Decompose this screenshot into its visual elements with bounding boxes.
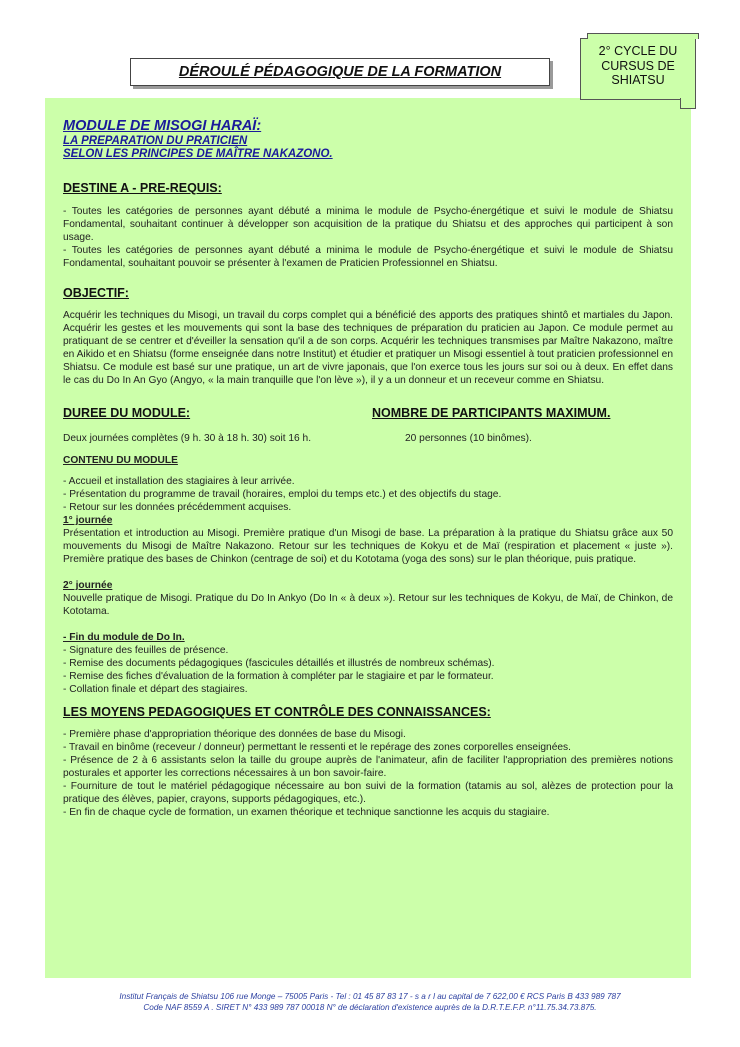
end-item: - Remise des fiches d'évaluation de la formation à compléter par le stagiaire et par le formateur. bbox=[63, 671, 494, 682]
moyens-item: - Première phase d'appropriation théorique des données de base du Misogi. bbox=[63, 729, 406, 740]
moyens-item: - En fin de chaque cycle de formation, un examen théorique et technique sanctionne les acquis du stagiaire. bbox=[63, 807, 550, 818]
cycle-line-2: CURSUS DE bbox=[601, 58, 675, 73]
end-heading: - Fin du module de Do In. bbox=[63, 632, 185, 643]
duree-participants-row bbox=[63, 406, 673, 420]
cycle-line-1: 2° CYCLE DU bbox=[598, 44, 678, 58]
module-title: MODULE DE MISOGI HARAÏ: bbox=[63, 118, 262, 134]
document-title-box bbox=[130, 58, 550, 86]
end-item: - Signature des feuilles de présence. bbox=[63, 645, 229, 656]
module-subtitle-2: SELON LES PRINCIPES DE MAÎTRE NAKAZONO. bbox=[63, 148, 333, 160]
moyens-heading: LES MOYENS PEDAGOGIQUES ET CONTRÔLE DES CONNAISSANCES: bbox=[63, 705, 491, 719]
cycle-line-3: SHIATSU bbox=[611, 73, 665, 87]
duree-heading: DUREE DU MODULE: bbox=[63, 406, 191, 420]
day1-heading: 1° journée bbox=[63, 515, 113, 526]
contenu-item: - Présentation du programme de travail (horaires, emploi du temps etc.) et des objectifs du stage. bbox=[63, 489, 502, 500]
end-item: - Collation finale et départ des stagiaires. bbox=[63, 684, 248, 695]
objectif-heading: OBJECTIF: bbox=[63, 286, 129, 300]
objectif-text: Acquérir les techniques du Misogi, un travail du corps complet qui a bénéficié des apports des pratiques shintô et martiales du Japon. Acquérir les gestes et les mouvements qui sont la base des techniques de préparation du praticien au Japon. Ce module permet au pratiquant de se centrer et d'éveiller la sensation qu'il a de son corps. Acquérir les techniques transmises par Maître Nakazono, maître en Aikido et en Shiatsu (forme enseignée dans notre Institut) et étudier et pratiquer un Misogi essentiel à tout praticien professionnel en Shiatsu. Ce module est basé sur une pratique, un art de vivre japonais, que l'on exerce tous les jours sur soi ou à deux. En effet dans le cas du Do In An Gyo (Angyo, « la main tranquille que l'on lève »), il y a un donneur et un receveur comme en Shiatsu. bbox=[63, 310, 673, 386]
day2-text: Nouvelle pratique de Misogi. Pratique du Do In Ankyo (Do In « à deux »). Retour sur les techniques de Kokyu, de Maï, de Chinkon, de Kototama. bbox=[63, 593, 673, 617]
contenu-heading: CONTENU DU MODULE bbox=[63, 455, 178, 466]
contenu-intro-list bbox=[63, 475, 673, 514]
document-title: DÉROULÉ PÉDAGOGIQUE DE LA FORMATION bbox=[178, 64, 502, 80]
main-content bbox=[63, 118, 673, 819]
moyens-item: - Présence de 2 à 6 assistants selon la taille du groupe auprès de l'animateur, afin de faciliter l'appropriation des premières notions posturales et apporter les corrections nécessaires à un bon savoir-faire. bbox=[63, 755, 673, 779]
participants-value: 20 personnes (10 binômes). bbox=[405, 433, 532, 444]
participants-heading: NOMBRE DE PARTICIPANTS MAXIMUM. bbox=[372, 406, 611, 420]
prereq-paragraph-1: - Toutes les catégories de personnes ayant débuté a minima le module de Psycho-énergétique et suivi le module de Shiatsu Fondamental, souhaitant continuer à développer son acquisition de la pratique du Shiatsu et des approches qui participent à son usage. bbox=[63, 206, 673, 243]
footer-line-2: Code NAF 8559 A . SIRET N° 433 989 787 00018 N° de déclaration d'existence auprès de la D.R.T.E.F.P. n°11.75.34.73.875. bbox=[143, 1003, 597, 1012]
module-subtitle-1: LA PREPARATION DU PRATICIEN bbox=[63, 135, 248, 147]
duree-participants-values bbox=[63, 432, 673, 445]
footer-line-1: Institut Français de Shiatsu 106 rue Monge – 75005 Paris - Tel : 01 45 87 83 17 - s a r l au capital de 7 622,00 € RCS Paris B 433 989 787 bbox=[119, 992, 621, 1001]
cycle-badge bbox=[580, 38, 696, 100]
moyens-item: - Fourniture de tout le matériel pédagogique nécessaire au bon suivi de la formation (tatamis au sol, alèzes de protection pour la pratique des élèves, papier, crayons, supports pédagogiques, etc.). bbox=[63, 781, 673, 805]
moyens-list bbox=[63, 728, 673, 819]
prereq-heading: DESTINE A - PRE-REQUIS: bbox=[63, 181, 222, 195]
day1-text: Présentation et introduction au Misogi. Première pratique d'un Misogi de base. La préparation à la pratique du Shiatsu grâce aux 50 mouvements du Misogi de Maître Nakazono. Retour sur les techniques de Kokyu et de Maï (respiration et placement « juste »). Première pratique des bases de Chinkon (centrage de soi) et du Kototama (yoga des sons) sur le plan théorique, puis pratique. bbox=[63, 528, 673, 565]
contenu-item: - Retour sur les données précédemment acquises. bbox=[63, 502, 292, 513]
prereq-paragraph-2: - Toutes les catégories de personnes ayant débuté a minima le module de Psycho-énergétique et suivi le module de Shiatsu Fondamental, souhaitant pouvoir se présenter à l'examen de Praticien Professionnel en Shiatsu. bbox=[63, 245, 673, 269]
day2-heading: 2° journée bbox=[63, 580, 113, 591]
moyens-item: - Travail en binôme (receveur / donneur) permettant le ressenti et le repérage des zones corporelles enseignées. bbox=[63, 742, 571, 753]
duree-value: Deux journées complètes (9 h. 30 à 18 h. 30) soit 16 h. bbox=[63, 433, 312, 444]
end-item: - Remise des documents pédagogiques (fascicules détaillés et illustrés de nombreux schémas). bbox=[63, 658, 495, 669]
contenu-item: - Accueil et installation des stagiaires à leur arrivée. bbox=[63, 476, 295, 487]
